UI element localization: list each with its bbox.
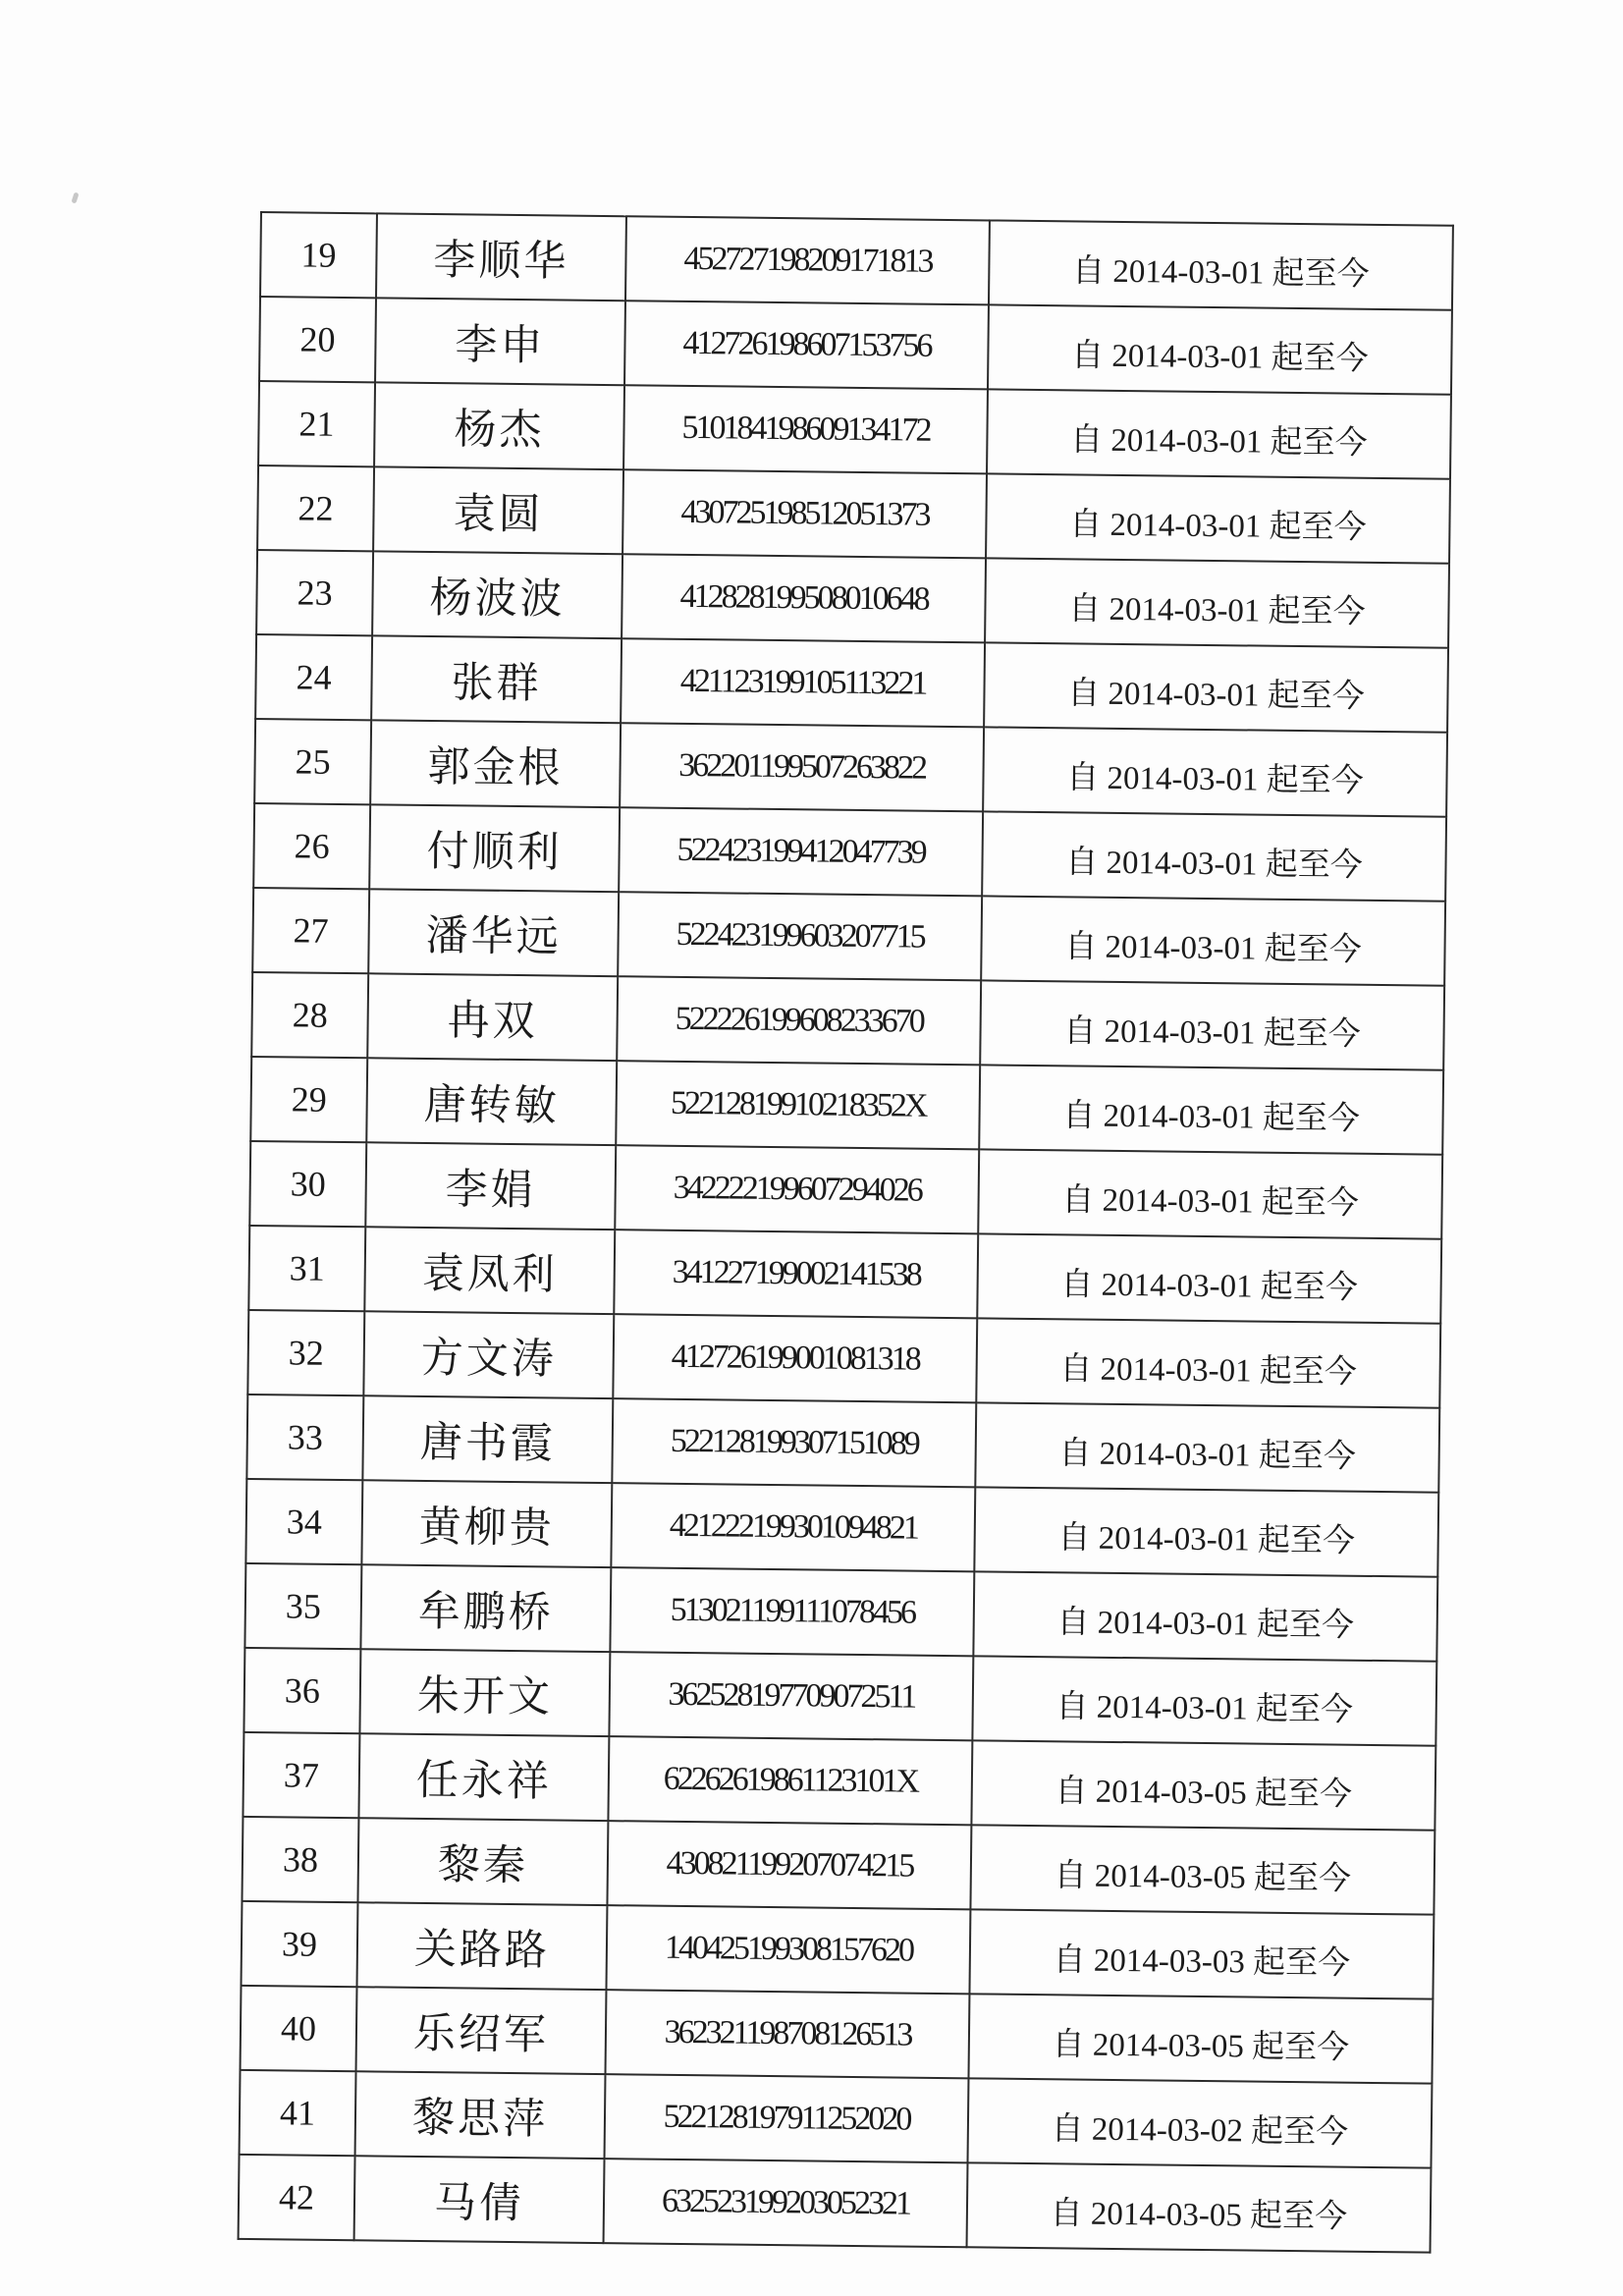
table-row <box>250 1057 1443 1155</box>
row-number-cell: 31 <box>248 1226 365 1311</box>
row-number-cell: 42 <box>239 2155 355 2240</box>
period-cell: 自 2014-03-01 起至今 <box>980 980 1444 1069</box>
roster-table <box>238 211 1454 2254</box>
id-number-cell: 412726199001081318 <box>613 1314 977 1402</box>
name-cell: 张群 <box>371 635 622 723</box>
id-number-cell: 632523199203052321 <box>604 2159 968 2247</box>
table-row <box>257 465 1450 564</box>
period-cell: 自 2014-03-01 起至今 <box>978 1149 1442 1238</box>
name-cell: 李申 <box>375 298 625 385</box>
row-number-cell: 40 <box>241 1986 357 2071</box>
period-cell: 自 2014-03-01 起至今 <box>988 304 1452 394</box>
row-number-cell: 39 <box>242 1901 358 1987</box>
row-number-cell: 41 <box>240 2070 356 2156</box>
table-row <box>249 1141 1442 1239</box>
table-row <box>241 1986 1434 2084</box>
table-row <box>242 1817 1434 1915</box>
id-number-cell: 140425199308157620 <box>606 1905 970 1994</box>
table-row <box>251 972 1444 1070</box>
roster-body <box>239 212 1453 2253</box>
table-row <box>245 1479 1438 1577</box>
id-number-cell: 421123199105113221 <box>621 638 985 727</box>
row-number-cell: 26 <box>253 803 370 889</box>
period-cell: 自 2014-03-01 起至今 <box>975 1402 1439 1492</box>
name-cell: 袁圆 <box>373 466 623 554</box>
row-number-cell: 19 <box>260 212 377 298</box>
id-number-cell: 362321198708126513 <box>606 1990 970 2078</box>
row-number-cell: 34 <box>245 1479 362 1564</box>
name-cell: 唐转敏 <box>366 1058 617 1145</box>
name-cell: 马倩 <box>354 2156 605 2243</box>
id-number-cell: 362528197709072511 <box>609 1652 973 1740</box>
name-cell: 朱开文 <box>359 1649 610 1736</box>
period-cell: 自 2014-03-05 起至今 <box>971 1740 1435 1830</box>
table-row <box>248 1226 1441 1324</box>
id-number-cell: 430821199207074215 <box>607 1821 971 1909</box>
period-cell: 自 2014-03-01 起至今 <box>983 727 1447 816</box>
row-number-cell: 20 <box>259 297 376 382</box>
period-cell: 自 2014-03-01 起至今 <box>974 1487 1438 1576</box>
name-cell: 杨杰 <box>374 382 624 469</box>
id-number-cell: 341227199002141538 <box>614 1230 978 1318</box>
period-cell: 自 2014-03-01 起至今 <box>984 642 1448 732</box>
name-cell: 黄柳贵 <box>361 1480 612 1567</box>
table-row <box>243 1648 1436 1746</box>
name-cell: 黎思萍 <box>355 2071 606 2159</box>
table-row <box>244 1563 1437 1662</box>
table-row <box>253 803 1446 902</box>
name-cell: 郭金根 <box>370 720 621 807</box>
id-number-cell: 342222199607294026 <box>615 1145 979 1233</box>
period-cell: 自 2014-03-05 起至今 <box>970 1825 1434 1914</box>
name-cell: 黎秦 <box>357 1818 608 1905</box>
row-number-cell: 29 <box>250 1057 367 1142</box>
period-cell: 自 2014-03-02 起至今 <box>968 2078 1433 2167</box>
name-cell: 李娟 <box>365 1142 616 1230</box>
period-cell: 自 2014-03-01 起至今 <box>989 220 1453 309</box>
period-cell: 自 2014-03-01 起至今 <box>973 1571 1437 1661</box>
name-cell: 关路路 <box>356 1902 607 1990</box>
row-number-cell: 33 <box>246 1394 363 1480</box>
id-number-cell: 522226199608233670 <box>617 976 981 1065</box>
period-cell: 自 2014-03-01 起至今 <box>987 389 1451 478</box>
name-cell: 付顺利 <box>369 804 620 892</box>
period-cell: 自 2014-03-03 起至今 <box>969 1909 1434 1998</box>
table-row <box>242 1901 1434 1999</box>
id-number-cell: 412726198607153756 <box>624 301 989 389</box>
table-row <box>256 550 1449 648</box>
id-number-cell: 52212819910218352X <box>616 1061 980 1149</box>
table-row <box>259 297 1452 395</box>
id-number-cell: 421222199301094821 <box>611 1483 975 1571</box>
period-cell: 自 2014-03-05 起至今 <box>967 2162 1432 2252</box>
row-number-cell: 27 <box>252 888 369 973</box>
row-number-cell: 28 <box>251 972 368 1058</box>
row-number-cell: 35 <box>244 1563 361 1649</box>
id-number-cell: 362201199507263822 <box>620 723 984 811</box>
name-cell: 潘华远 <box>368 889 619 976</box>
name-cell: 冉双 <box>367 973 618 1061</box>
id-number-cell: 522423199603207715 <box>618 892 982 980</box>
id-number-cell: 513021199111078456 <box>610 1567 974 1656</box>
id-number-cell: 452727198209171813 <box>625 216 990 304</box>
period-cell: 自 2014-03-01 起至今 <box>979 1065 1443 1154</box>
row-number-cell: 22 <box>257 465 374 551</box>
period-cell: 自 2014-03-01 起至今 <box>985 558 1449 647</box>
row-number-cell: 23 <box>256 550 373 635</box>
id-number-cell: 522128199307151089 <box>612 1398 976 1487</box>
table-row <box>240 2070 1433 2168</box>
table-row <box>252 888 1445 986</box>
name-cell: 方文涛 <box>363 1311 614 1398</box>
period-cell: 自 2014-03-05 起至今 <box>968 1994 1433 2083</box>
row-number-cell: 24 <box>255 634 372 720</box>
name-cell: 唐书霞 <box>362 1395 613 1483</box>
row-number-cell: 25 <box>254 719 371 804</box>
period-cell: 自 2014-03-01 起至今 <box>986 473 1450 563</box>
table-row <box>239 2155 1432 2253</box>
scan-artifact <box>71 191 79 203</box>
table-row <box>246 1394 1439 1493</box>
table-row <box>255 634 1448 733</box>
name-cell: 牟鹏桥 <box>360 1564 611 1652</box>
name-cell: 乐绍军 <box>356 1987 607 2074</box>
id-number-cell: 522128197911252020 <box>605 2074 969 2162</box>
name-cell: 任永祥 <box>358 1733 609 1821</box>
period-cell: 自 2014-03-01 起至今 <box>981 896 1445 985</box>
table-row <box>258 381 1451 479</box>
id-number-cell: 510184198609134172 <box>623 385 988 473</box>
row-number-cell: 21 <box>258 381 375 466</box>
row-number-cell: 30 <box>249 1141 366 1227</box>
row-number-cell: 36 <box>243 1648 360 1733</box>
roster-table-wrapper <box>238 211 1454 2254</box>
name-cell: 李顺华 <box>376 213 626 301</box>
name-cell: 杨波波 <box>372 551 622 638</box>
row-number-cell: 37 <box>243 1732 359 1818</box>
table-row <box>247 1310 1440 1408</box>
period-cell: 自 2014-03-01 起至今 <box>972 1656 1436 1745</box>
id-number-cell: 62262619861123101X <box>608 1736 972 1825</box>
id-number-cell: 412828199508010648 <box>622 554 986 642</box>
id-number-cell: 430725198512051373 <box>622 469 987 558</box>
table-row <box>243 1732 1435 1831</box>
period-cell: 自 2014-03-01 起至今 <box>982 811 1446 901</box>
period-cell: 自 2014-03-01 起至今 <box>976 1318 1440 1407</box>
period-cell: 自 2014-03-01 起至今 <box>977 1233 1441 1323</box>
table-row <box>254 719 1447 817</box>
table-row <box>260 212 1453 310</box>
row-number-cell: 32 <box>247 1310 364 1395</box>
name-cell: 袁凤利 <box>364 1227 615 1314</box>
row-number-cell: 38 <box>242 1817 358 1902</box>
id-number-cell: 522423199412047739 <box>619 807 983 896</box>
